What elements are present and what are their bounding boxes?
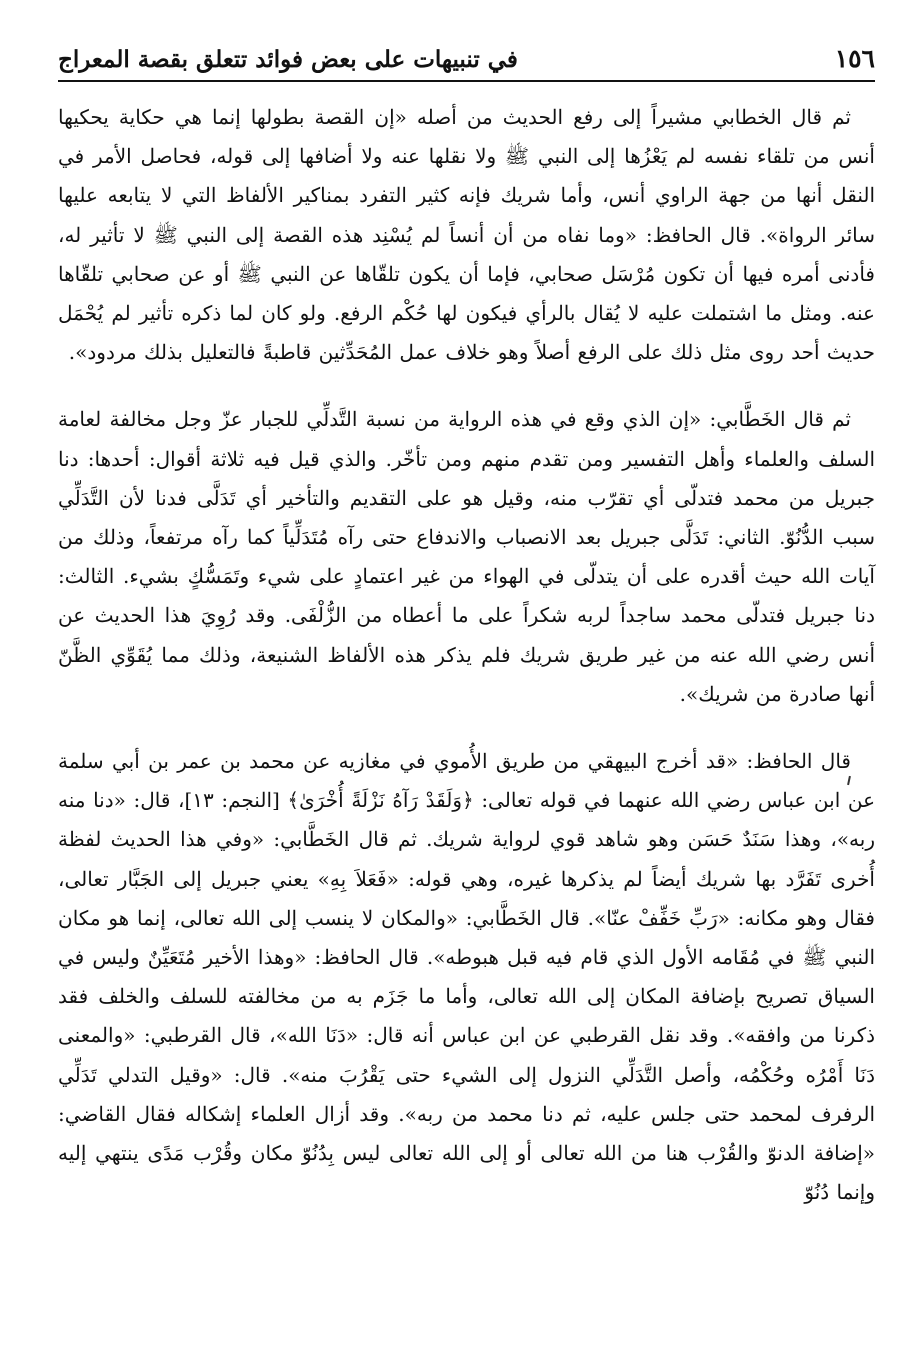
book-page — [58, 38, 875, 1348]
paragraph-1: ثم قال الخطابي مشيراً إلى رفع الحديث من أصله «إن القصة بطولها إنما هي حكاية يحكيها أنس من تلقاء نفسه لم يَعْزُها إلى النبي ﷺ ولا نقلها عنه ولا أضافها إلى قوله، فحاصل الأمر في النقل أنها من جهة الراوي أنس، وأما شريك فإنه كثير التفرد بمناكير الألفاظ التي لا يتابعه عليها سائر الرواة». قال الحافظ: «وما نفاه من أن أنساً لم يُسْنِد هذه القصة إلى النبي ﷺ لا تأثير له، فأدنى أمره فيها أن تكون مُرْسَل صحابي، فإما أن يكون تلقّاها عن النبي ﷺ أو عن صحابي تلقّاها عنه. ومثل ما اشتملت عليه لا يُقال بالرأي فيكون لها حُكْم الرفع. ولو كان لما ذكره تأثير لم يُحْمَل حديث أحد روى مثل ذلك على الرفع أصلاً وهو خلاف عمل المُحَدِّثين قاطبةً فالتعليل بذلك مردود». — [58, 105, 875, 365]
paragraph-2: ثم قال الخَطَّابي: «إن الذي وقع في هذه الرواية من نسبة التَّدلِّي للجبار عزّ وجل مخالفة لعامة السلف والعلماء وأهل التفسير ومن تقدم منهم ومن تأخّر. والذي قيل فيه ثلاثة أقوال: أحدها: دنا جبريل من محمد فتدلّى أي تقرّب منه، وقيل هو على التقديم والتأخير أي تَدَلَّى فدنا لأن التَّدَلِّي سبب الدُّنُوّ. الثاني: تَدَلَّى جبريل بعد الانصباب والاندفاع حتى رآه مُتَدَلِّياً كما رآه مرتفعاً، وذلك من آيات الله حيث أقدره على أن يتدلّى في الهواء من غير اعتمادٍ على شيء وتَمَسُّكٍ بشيء. الثالث: دنا جبريل فتدلّى محمد ساجداً لربه شكراً على ما أعطاه من الزُّلْفَى. وقد رُوِيَ هذا الحديث عن أنس رضي الله عنه من غير طريق شريك فلم يذكر هذه الألفاظ الشنيعة، وذلك مما يُقَوِّي الظَّنّ أنها صادرة من شريك». — [58, 407, 875, 706]
paragraph-3: قال الحافظ: «قد أخرج البيهقي من طريق الأُموي في مغازيه عن محمد بن عمر بن أبي سلمة عن ابن عباس رضي الله عنهما في قوله تعالى: ﴿وَلَقَدْ رَآهُ نَزْلَةً أُخْرَىٰ﴾ [النجم: ١٣]، قال: «دنا منه ربه»، وهذا سَنَدٌ حَسَن وهو شاهد قوي لرواية شريك. ثم قال الخَطَّابي: «وفي هذا الحديث لفظة أُخرى تَفَرَّد بها شريك أيضاً لم يذكرها غيره، وهي قوله: «فَعَلاَ بِهِ» يعني جبريل إلى الجَبَّار تعالى، فقال وهو مكانه: «رَبِّ خَفِّفْ عنّا». قال الخَطَّابي: «والمكان لا ينسب إلى الله تعالى، إنما هو مكان النبي ﷺ في مُقَامه الأول الذي قام فيه قبل هبوطه». قال الحافظ: «وهذا الأخير مُتَعَيِّنٌ وليس في السياق تصريح بإضافة المكان إلى الله تعالى، وأما ما جَزَم به من مخالفته للسلف والخلف فقد ذكرنا من وافقه». وقد نقل القرطبي عن ابن عباس أنه قال: «دَنَا الله»، قال القرطبي: «والمعنى دَنَا أَمْرُه وحُكْمُه، وأصل التَّدَلِّي النزول إلى الشيء حتى يَقْرُبَ منه». قال: «وقيل التدلي تَدَلِّي الرفرف لمحمد حتى جلس عليه، ثم دنا محمد من ربه». وقد أزال العلماء إشكاله فقال القاضي: «إضافة الدنوّ والقُرْب هنا من الله تعالى أو إلى الله تعالى ليس بِدُنُوّ مكان وقُرْب مَدًى ينتهي إليه وإنما دُنُوّ — [58, 749, 876, 1205]
running-header — [58, 38, 875, 82]
running-title: في تنبيهات على بعض فوائد تتعلق بقصة المعراج — [58, 46, 518, 73]
page-number: ١٥٦ — [834, 44, 875, 73]
